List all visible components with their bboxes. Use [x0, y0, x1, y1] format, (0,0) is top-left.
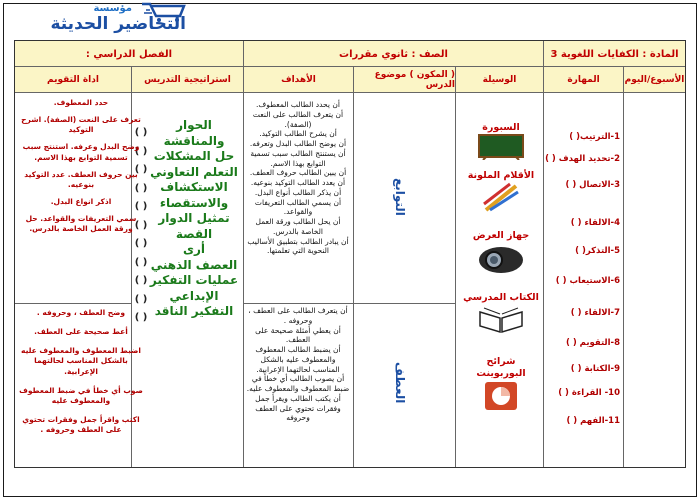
- evaluation-item: وضح البدل وعرفه. استنتج سبب تسمية التوابع بهذا الاسم.: [22, 142, 140, 162]
- evaluation-item: سمي التعريفات والقواعد. حل ورقة العمل الخاصة بالدرس.: [25, 214, 137, 234]
- objective-item: أن يوضح الطالب البدل وتعرفه.: [249, 139, 347, 148]
- evaluation-block: [18, 308, 144, 444]
- col-skill: المهارة: [543, 67, 623, 93]
- skill-item: 2-تحديد الهدف ( ): [545, 154, 620, 164]
- objective-item: أن يستنتج الطالب سبب تسمية التوابع بهذا الاسم.: [250, 148, 346, 168]
- subject-cell: المادة : الكفايات اللغوية 3: [543, 41, 685, 67]
- skill-item: 10- القراءة ( ): [558, 388, 620, 398]
- col-week-day: الأسبوع/اليوم: [623, 67, 685, 93]
- evaluation-item: اكتب واقرأ جمل وفقرات تحتوي على العطف وحروفه .: [22, 414, 140, 434]
- strategy-checkbox[interactable]: ( ): [134, 293, 148, 305]
- col-lesson: ( المكون ) موضوع الدرس: [353, 67, 455, 93]
- strategy-item: التعلم التعاوني: [150, 164, 238, 179]
- skill-item: 9-الكتابة ( ): [570, 364, 620, 374]
- objective-item: أن يعدد الطالب التوكيد بنوعيه.: [250, 178, 346, 187]
- col-divider: [543, 93, 544, 467]
- strategy-item: حل المشكلات: [153, 149, 235, 163]
- logo: [2, 0, 192, 42]
- objective-item: أن يتعرف الطالب على النعت (الصفة).: [252, 109, 344, 129]
- strategies-list: [146, 118, 242, 320]
- evaluation-item: اذكر انواع البدل.: [50, 196, 112, 206]
- evaluation-block: [18, 98, 144, 241]
- strategy-item: الحوار: [176, 118, 212, 132]
- semester-cell: الفصل الدراسي :: [85, 48, 173, 60]
- media-label: شرائح البوربوينت: [476, 356, 526, 379]
- powerpoint-icon: [483, 380, 519, 412]
- strategy-checkbox[interactable]: ( ): [134, 238, 148, 249]
- objective-item: أن يضبط الطالب المعطوف والمعطوف عليه بالشكل المناسب لحالتهما الإعرابية.: [255, 345, 341, 374]
- objective-item: أن يبادر الطالب بتطبيق الأساليب النحوية التي تعلمتها.: [247, 236, 349, 256]
- media-label: جهاز العرض: [472, 230, 530, 241]
- strategy-item: القصة: [175, 226, 213, 241]
- row-divider: [15, 303, 131, 304]
- col-divider: [353, 93, 354, 467]
- objective-item: أن يشرح الطالب التوكيد.: [259, 129, 337, 139]
- skill-item: 8-التقويم ( ): [565, 338, 620, 348]
- strategy-checkbox[interactable]: ( ): [134, 164, 148, 175]
- col-divider: [623, 93, 624, 467]
- col-evaluation: اداة التقويم: [47, 75, 99, 85]
- objectives-block: [246, 306, 350, 423]
- evaluation-item: اضبط المعطوف والمعطوف عليه بالشكل المناسب لحالتهما الإعرابية.: [21, 346, 141, 376]
- strategy-checkbox[interactable]: ( ): [134, 256, 148, 268]
- skill-item: 11-الفهم ( ): [566, 416, 620, 426]
- skill-item: 4-الالقاء ( ): [570, 218, 620, 228]
- objective-item: أن يذكر الطالب أنواع البدل.: [254, 187, 342, 197]
- media-projector: [461, 230, 541, 280]
- evaluation-item: تعرف على النعت (الصفة). اشرح التوكيد: [21, 115, 141, 135]
- grade-cell: الصف : ثانوي مقررات: [243, 41, 543, 67]
- evaluation-item: صوب أي خطأ في ضبط المعطوف والمعطوف عليه: [19, 385, 143, 405]
- strategy-item: العصف الذهني: [150, 257, 238, 272]
- media-blackboard: [461, 122, 541, 164]
- colored-pens-icon: [478, 182, 524, 212]
- strategy-checkbox[interactable]: ( ): [134, 127, 148, 138]
- col-media: الوسيلة: [455, 67, 543, 93]
- strategy-item: والاستقصاء: [159, 195, 229, 210]
- evaluation-item: أعط صحيحة على العطف.: [34, 327, 128, 337]
- row-divider: [243, 303, 455, 304]
- book-icon: [476, 304, 526, 334]
- skill-item: 6-الاستيعاب ( ): [555, 276, 620, 286]
- objective-item: أن يحل الطالب ورقة العمل الخاصة بالدرس.: [255, 217, 341, 236]
- strategy-item: عمليات التفكير: [149, 273, 239, 287]
- col-divider: [243, 93, 244, 467]
- lesson-title: العطف: [393, 362, 407, 404]
- objective-item: أن يعطي أمثلة صحيحة على العطف.: [255, 325, 341, 345]
- strategy-item: تمثيل الدوار: [158, 211, 230, 225]
- blackboard-icon: [478, 134, 524, 160]
- objective-item: أن يكتب الطالب ويقرأ جمل وفقرات تحتوي على العطف وحروفه: [255, 393, 341, 423]
- objective-item: أن يتعرف الطالب على العطف ، وحروفه .: [248, 306, 348, 325]
- evaluation-item: وضح العطف ، وحروفه .: [36, 308, 126, 317]
- strategy-checkbox[interactable]: ( ): [134, 201, 148, 212]
- media-book: [461, 292, 541, 338]
- skill-item: 1-الترتيب( ): [569, 132, 620, 142]
- logo-org-label: مؤسسة: [93, 3, 132, 14]
- evaluation-item: بين حروف العطف. عدد التوكيد بنوعيه.: [24, 169, 138, 189]
- strategy-item: التفكير الناقد: [154, 304, 234, 318]
- media-powerpoint: [461, 356, 541, 416]
- media-label: الأقلام الملونة: [467, 170, 535, 181]
- logo-name: التحاضير الحديثة: [50, 14, 186, 34]
- objective-item: أن يبين الطالب حروف العطف.: [249, 168, 347, 178]
- column-header-row: [15, 67, 685, 93]
- strategy-checkbox[interactable]: ( ): [134, 182, 148, 194]
- evaluation-item: حدد المعطوف.: [53, 98, 109, 107]
- col-objectives: الأهداف: [243, 67, 353, 93]
- lesson-title: التوابع: [393, 178, 407, 216]
- header-row: [15, 41, 685, 67]
- objective-item: أن يحدد الطالب المعطوف.: [256, 100, 340, 109]
- strategy-item: والمناقشة: [163, 133, 225, 148]
- media-label: الكتاب المدرسي: [463, 292, 539, 303]
- skill-item: 7-الالقاء ( ): [570, 308, 620, 318]
- strategy-item: الاستكشاف: [160, 180, 228, 194]
- strategy-checkbox[interactable]: ( ): [134, 145, 148, 157]
- objectives-block: [246, 100, 350, 256]
- strategy-item: أرى: [182, 242, 206, 256]
- skill-item: 3-الاتصال ( ): [565, 180, 620, 190]
- strategy-checkbox[interactable]: ( ): [134, 312, 148, 323]
- col-strategies: استراتيجية التدريس: [131, 67, 243, 93]
- strategy-checkbox[interactable]: ( ): [134, 275, 148, 286]
- projector-icon: [476, 242, 526, 276]
- media-label: السبورة: [482, 122, 520, 133]
- skill-item: 5-التذكر( ): [575, 246, 620, 256]
- media-colored-pens: [461, 170, 541, 216]
- objective-item: أن يسمي الطالب التعريفات والقواعد.: [254, 197, 342, 217]
- strategy-checkbox[interactable]: ( ): [134, 219, 148, 231]
- objective-item: أن يصوب الطالب أي خطأ في ضبط المعطوف والمعطوف عليه.: [246, 374, 350, 393]
- strategy-item: الإبداعي: [169, 288, 219, 303]
- col-divider: [455, 93, 456, 467]
